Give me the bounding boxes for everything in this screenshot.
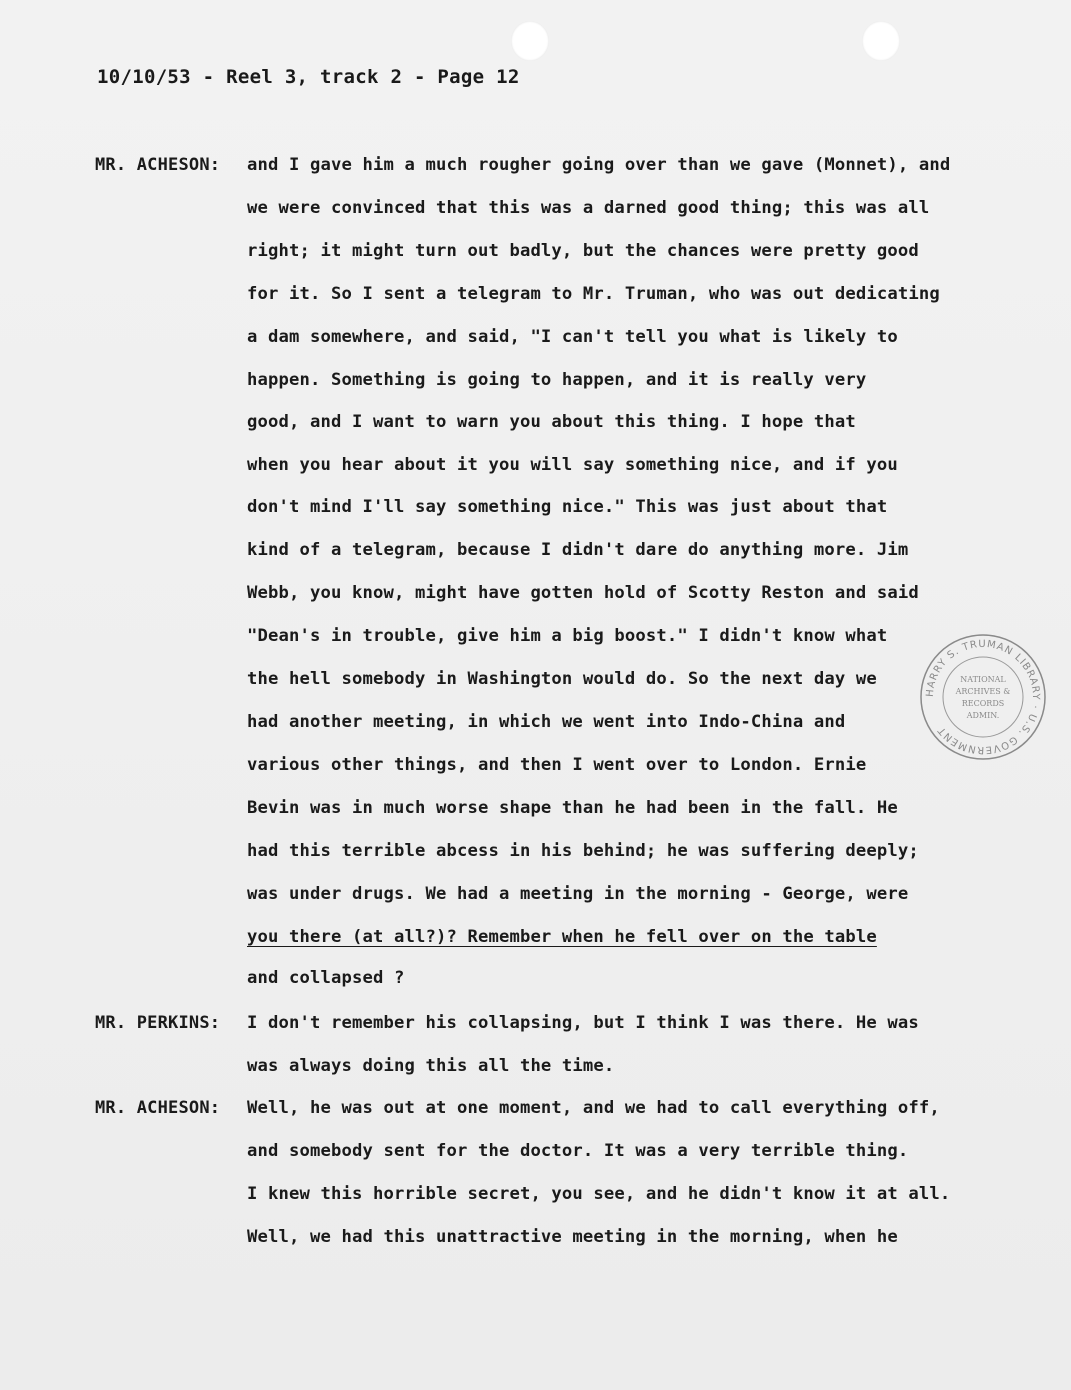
punch-hole (862, 21, 900, 61)
library-seal-icon (918, 632, 1048, 762)
seal-inner-line: ADMIN. (966, 711, 1000, 720)
transcript-line: don't mind I'll say something nice." This was just about that (247, 497, 888, 517)
transcript-line: I don't remember his collapsing, but I think I was there. He was (247, 1013, 919, 1033)
transcript-line: right; it might turn out badly, but the chances were pretty good (247, 241, 919, 261)
transcript-line: Bevin was in much worse shape than he had been in the fall. He (247, 798, 898, 818)
transcript-line: Well, he was out at one moment, and we had to call everything off, (247, 1098, 940, 1118)
transcript-line: was under drugs. We had a meeting in the morning - George, were (247, 884, 909, 904)
punch-hole (511, 21, 549, 61)
transcript-line: Webb, you know, might have gotten hold of Scotty Reston and said (247, 583, 919, 603)
transcript-line: when you hear about it you will say something nice, and if you (247, 455, 898, 475)
transcript-line: good, and I want to warn you about this thing. I hope that (247, 412, 856, 432)
transcript-line: happen. Something is going to happen, and it is really very (247, 370, 867, 390)
transcript-line: I knew this horrible secret, you see, and he didn't know it at all. (247, 1184, 951, 1204)
seal-inner-line: RECORDS (961, 699, 1005, 708)
speaker-label: MR. ACHESON: (95, 1098, 221, 1118)
transcript-line: had another meeting, in which we went into Indo-China and (247, 712, 846, 732)
transcript-line: kind of a telegram, because I didn't dare do anything more. Jim (247, 540, 909, 560)
transcript-line: various other things, and then I went over to London. Ernie (247, 755, 867, 775)
transcript-line: "Dean's in trouble, give him a big boost." I didn't know what (247, 626, 888, 646)
seal-inner-line: NATIONAL (960, 675, 1006, 684)
transcript-line: had this terrible abcess in his behind; he was suffering deeply; (247, 841, 919, 861)
transcript-line: was always doing this all the time. (247, 1056, 615, 1076)
transcript-line: and collapsed ? (247, 968, 405, 988)
seal-inner-line: ARCHIVES & (955, 687, 1011, 696)
transcript-line: and I gave him a much rougher going over than we gave (Monnet), and (247, 155, 951, 175)
transcript-line: we were convinced that this was a darned good thing; this was all (247, 198, 930, 218)
svg-text:HARRY S. TRUMAN LIBRARY · U.S. (925, 639, 1041, 755)
speaker-label: MR. ACHESON: (95, 155, 221, 175)
transcript-line: Well, we had this unattractive meeting in the morning, when he (247, 1227, 898, 1247)
transcript-line: a dam somewhere, and said, "I can't tell you what is likely to (247, 327, 898, 347)
transcript-line: and somebody sent for the doctor. It was a very terrible thing. (247, 1141, 909, 1161)
page-header: 10/10/53 - Reel 3, track 2 - Page 12 (97, 66, 520, 88)
transcript-line: for it. So I sent a telegram to Mr. Truman, who was out dedicating (247, 284, 940, 304)
speaker-label: MR. PERKINS: (95, 1013, 221, 1033)
transcript-line: the hell somebody in Washington would do. So the next day we (247, 669, 877, 689)
transcript-line-underlined: you there (at all?)? Remember when he fell over on the table (247, 927, 877, 947)
seal-outer-text: HARRY S. TRUMAN LIBRARY · U.S. GOVERNMENT (924, 638, 1042, 756)
